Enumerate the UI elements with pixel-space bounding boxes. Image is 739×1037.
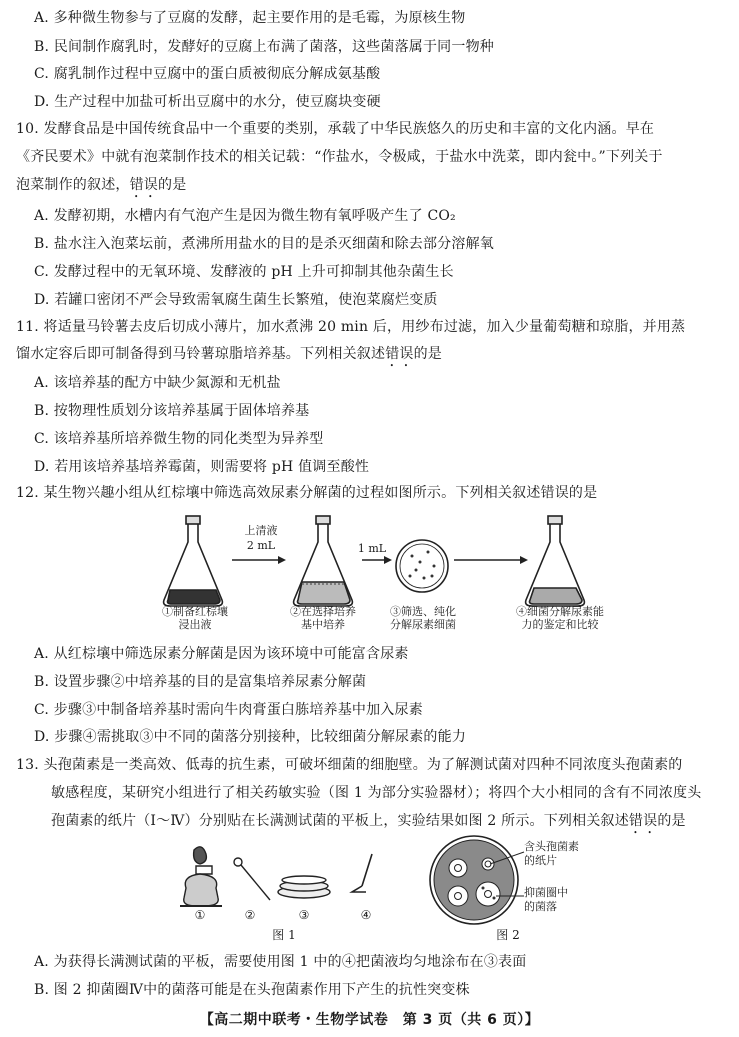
q13-option-b: B. 图 2 抑菌圈Ⅳ中的菌落可能是在头孢菌素作用下产生的抗性突变株 xyxy=(34,982,470,998)
fig1-label-1: ① xyxy=(194,908,206,922)
page-footer: 【高二期中联考・生物学试卷 第 3 页（共 6 页）】 xyxy=(199,1012,540,1028)
q11-emphasis-word: 错误 xyxy=(385,346,414,362)
step-2-caption-b: 基中培养 xyxy=(301,618,345,631)
q11-option-a: A. 该培养基的配方中缺少氮源和无机盐 xyxy=(34,375,281,391)
flask-4-icon xyxy=(526,516,585,606)
q13-figure-1 xyxy=(176,840,386,940)
fig1-label-2: ② xyxy=(244,908,256,922)
q12-option-b: B. 设置步骤②中培养基的目的是富集培养尿素分解菌 xyxy=(34,674,367,690)
q13-emphasis-word: 错误 xyxy=(628,813,658,829)
q12-stem: 12. 某生物兴趣小组从红棕壤中筛选高效尿素分解菌的过程如图所示。下列相关叙述错误的是 xyxy=(16,485,598,501)
figure-1-caption: 图 1 xyxy=(272,928,296,942)
q10-option-c: C. 发酵过程中的无氧环境、发酵液的 pH 上升可抑制其他杂菌生长 xyxy=(34,264,454,280)
step-3-caption-a: ③筛选、纯化 xyxy=(390,605,456,618)
q12-option-c: C. 步骤③中制备培养基时需向牛肉膏蛋白胨培养基中加入尿素 xyxy=(34,702,423,718)
q11-option-b: B. 按物理性质划分该培养基属于固体培养基 xyxy=(34,403,310,419)
petri-dishes-icon xyxy=(278,876,330,898)
inoculating-loop-icon xyxy=(234,858,270,900)
q9-option-b: B. 民间制作腐乳时，发酵好的豆腐上布满了菌落，这些菌落属于同一物种 xyxy=(34,39,494,55)
q10-stem-text: 泡菜制作的叙述， xyxy=(16,177,130,193)
q10-emphasis-word: 错误 xyxy=(129,177,159,193)
flask-2-icon xyxy=(294,516,353,606)
q13-stem-end: 的是 xyxy=(657,813,686,829)
step-2-caption-a: ②在选择培养 xyxy=(290,605,356,618)
flask-1-icon xyxy=(164,516,223,606)
q12-option-a: A. 从红棕壤中筛选尿素分解菌是因为该环境中可能富含尿素 xyxy=(34,646,409,662)
q10-option-d: D. 若罐口密闭不严会导致需氧腐生菌生长繁殖，使泡菜腐烂变质 xyxy=(34,292,438,308)
zone-colony-label-a: 抑菌圈中 xyxy=(524,886,568,899)
q13-stem-line1: 13. 头孢菌素是一类高效、低毒的抗生素，可破坏细菌的细胞壁。为了解测试菌对四种不同浓度头孢菌素的 xyxy=(16,757,683,773)
q11-stem-end: 的是 xyxy=(413,346,443,362)
step-4-caption-b: 力的鉴定和比较 xyxy=(521,618,599,631)
q9-option-c: C. 腐乳制作过程中豆腐中的蛋白质被彻底分解成氨基酸 xyxy=(34,66,381,82)
q11-stem-line2 xyxy=(16,344,442,370)
test-plate-icon xyxy=(430,836,518,924)
q11-stem-line1: 11. 将适量马铃薯去皮后切成小薄片，加水煮沸 20 min 后，用纱布过滤，加入少量葡萄糖和琼脂，并用蒸 xyxy=(16,319,686,335)
q13-stem-text: 孢菌素的纸片（Ⅰ～Ⅳ）分别贴在长满测试菌的平板上，实验结果如图 2 所示。下列相关叙述 xyxy=(51,813,629,829)
q10-stem-line1: 10. 发酵食品是中国传统食品中一个重要的类别，承载了中华民族悠久的历史和丰富的文化内涵。早在 xyxy=(16,121,655,137)
alcohol-lamp-icon xyxy=(180,847,222,906)
q10-stem-end: 的是 xyxy=(158,177,187,193)
q13-option-a: A. 为获得长满测试菌的平板，需要使用图 1 中的④把菌液均匀地涂布在③表面 xyxy=(34,954,527,970)
paper-disc-label-a: 含头孢菌素 xyxy=(524,840,579,853)
q9-option-a: A. 多种微生物参与了豆腐的发酵，起主要作用的是毛霉，为原核生物 xyxy=(34,10,466,26)
q10-stem-line3 xyxy=(16,175,186,201)
q11-option-d: D. 若用该培养基培养霉菌，则需要将 pH 值调至酸性 xyxy=(34,459,370,475)
step-4-caption-a: ④细菌分解尿素能 xyxy=(516,605,604,618)
q9-option-d: D. 生产过程中加盐可析出豆腐中的水分，使豆腐块变硬 xyxy=(34,94,381,110)
spreader-icon xyxy=(352,854,372,892)
q12-option-d: D. 步骤④需挑取③中不同的菌落分别接种，比较细菌分解尿素的能力 xyxy=(34,729,467,745)
arrow-2-label: 1 mL xyxy=(357,542,387,555)
q11-stem-text: 馏水定容后即可制备得到马铃薯琼脂培养基。下列相关叙述 xyxy=(16,346,386,362)
petri-dish-icon xyxy=(396,540,448,592)
figure-2-caption: 图 2 xyxy=(496,928,520,942)
q10-option-b: B. 盐水注入泡菜坛前，煮沸所用盐水的目的是杀灭细菌和除去部分溶解氧 xyxy=(34,236,494,252)
paper-disc-label-b: 的纸片 xyxy=(524,854,557,867)
q10-stem-line2: 《齐民要术》中就有泡菜制作技术的相关记载：“作盐水，令极咸，于盐水中洗菜，即内瓮中。”下列关于 xyxy=(16,149,663,165)
q10-option-a: A. 发酵初期，水槽内有气泡产生是因为微生物有氧呼吸产生了 CO₂ xyxy=(34,208,456,224)
zone-colony-label-b: 的菌落 xyxy=(524,900,557,913)
arrow-1-top-label: 上清液 xyxy=(244,524,278,537)
step-1-caption-a: ①制备红棕壤 xyxy=(162,605,228,618)
step-3-caption-b: 分解尿素细菌 xyxy=(390,618,456,631)
step-1-caption-b: 浸出液 xyxy=(178,618,212,631)
arrow-1-bottom-label: 2 mL xyxy=(246,539,276,552)
q13-stem-line2: 敏感程度，某研究小组进行了相关药敏实验（图 1 为部分实验器材）；将四个大小相同的含有不同浓度头 xyxy=(51,785,702,801)
fig1-label-4: ④ xyxy=(360,908,372,922)
q13-figure-2 xyxy=(428,834,628,944)
fig1-label-3: ③ xyxy=(298,908,310,922)
q12-procedure-figure xyxy=(150,512,640,632)
q13-figure-1-drawing xyxy=(176,840,386,940)
q11-option-c: C. 该培养基所培养微生物的同化类型为异养型 xyxy=(34,431,324,447)
